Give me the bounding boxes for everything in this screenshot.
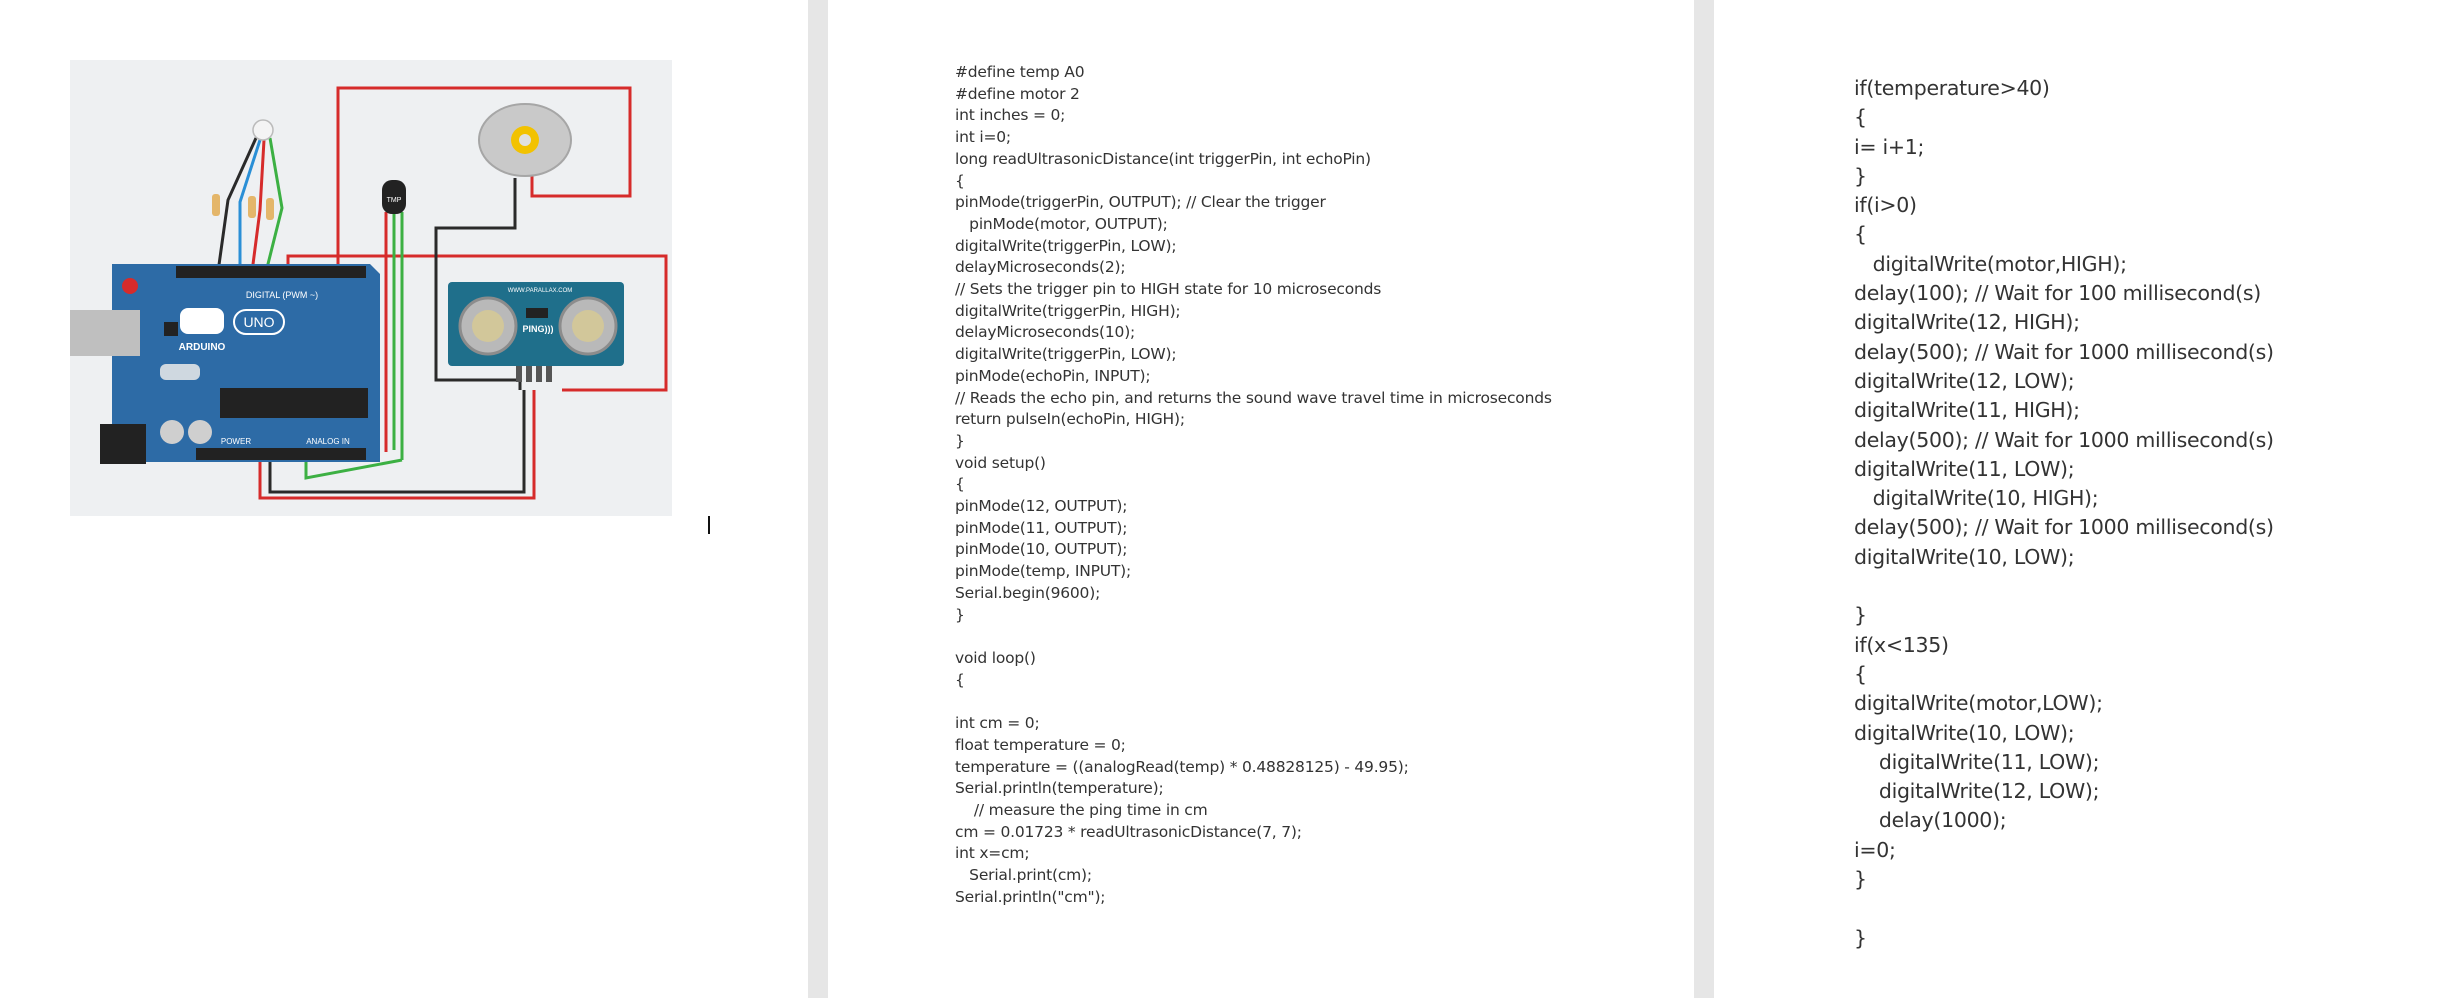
code-line: }: [1854, 603, 1867, 628]
code-line: pinMode(10, OUTPUT);: [955, 540, 1128, 559]
code-line: #define motor 2: [955, 84, 1080, 103]
code-line: return pulseIn(echoPin, HIGH);: [955, 410, 1185, 429]
code-line: digitalWrite(triggerPin, LOW);: [955, 236, 1177, 255]
code-line: delay(1000);: [1854, 808, 2007, 833]
code-line: [1854, 572, 2274, 601]
code-line: {: [955, 475, 965, 494]
code-line: digitalWrite(10, LOW);: [1854, 720, 2075, 745]
code-line: }: [955, 605, 965, 624]
code-line: // Sets the trigger pin to HIGH state for 10 microseconds: [955, 280, 1382, 299]
code-line: int x=cm;: [955, 844, 1030, 863]
code-line: digitalWrite(12, LOW);: [1854, 368, 2075, 393]
code-line: int inches = 0;: [955, 106, 1066, 125]
resistor-1: [212, 194, 220, 216]
code-line: Serial.println(temperature);: [955, 779, 1164, 798]
dc-motor: [479, 104, 571, 176]
code-line: [955, 691, 1552, 713]
code-line: digitalWrite(triggerPin, LOW);: [955, 345, 1177, 364]
usb-connector: [70, 310, 140, 356]
code-line: pinMode(triggerPin, OUTPUT); // Clear the trigger: [955, 193, 1326, 212]
code-line: digitalWrite(10, LOW);: [1854, 544, 2075, 569]
code-line: }: [1854, 163, 1867, 188]
code-line: digitalWrite(11, HIGH);: [1854, 398, 2080, 423]
code-line: if(temperature>40): [1854, 76, 2050, 100]
code-block: [955, 62, 1552, 908]
code-line: long readUltrasonicDistance(int triggerPin, int echoPin): [955, 149, 1371, 168]
code-line: }: [1854, 925, 1867, 950]
reset-button: [122, 278, 138, 294]
power-label: POWER: [220, 437, 252, 446]
code-line: pinMode(12, OUTPUT);: [955, 497, 1128, 516]
code-line: #define temp A0: [955, 63, 1085, 81]
code-line: void setup(): [955, 453, 1046, 472]
analog-label: ANALOG IN: [306, 437, 350, 446]
code-line: void loop(): [955, 648, 1036, 667]
microcontroller-chip: [220, 388, 368, 418]
code-line: int i=0;: [955, 128, 1011, 147]
digital-header: [176, 266, 366, 278]
code-line: {: [955, 670, 965, 689]
code-line: delay(500); // Wait for 1000 millisecond(s): [1854, 515, 2274, 540]
text-cursor: [708, 516, 710, 534]
code-line: [1854, 894, 2274, 923]
resistor-3: [266, 198, 274, 220]
code-line: digitalWrite(triggerPin, HIGH);: [955, 301, 1181, 320]
code-line: pinMode(11, OUTPUT);: [955, 518, 1128, 537]
code-line: pinMode(temp, INPUT);: [955, 562, 1132, 581]
code-line: }: [1854, 867, 1867, 892]
code-line: {: [1854, 105, 1867, 130]
code-line: i= i+1;: [1854, 134, 1925, 159]
code-line: // measure the ping time in cm: [955, 800, 1208, 819]
arduino-board: [70, 264, 380, 464]
code-line: [955, 626, 1552, 648]
code-line: delay(100); // Wait for 100 millisecond(s): [1854, 281, 2261, 306]
code-line: if(x<135): [1854, 632, 1949, 657]
code-line: delay(500); // Wait for 1000 millisecond(s): [1854, 339, 2274, 364]
code-line: {: [955, 171, 965, 190]
code-line: Serial.println("cm");: [955, 887, 1106, 906]
code-line: if(i>0): [1854, 193, 1917, 218]
code-line: digitalWrite(10, HIGH);: [1854, 486, 2099, 511]
code-line: Serial.print(cm);: [955, 866, 1092, 885]
sensor-label: PING))): [522, 324, 554, 334]
code-line: digitalWrite(11, LOW);: [1854, 749, 2100, 774]
code-line: temperature = ((analogRead(temp) * 0.48828125) - 49.95);: [955, 757, 1409, 776]
board-brand: ARDUINO: [178, 342, 226, 353]
power-analog-header: [196, 448, 366, 460]
code-line: digitalWrite(12, HIGH);: [1854, 310, 2080, 335]
code-line: Serial.begin(9600);: [955, 583, 1101, 602]
document-page-1: [0, 0, 808, 998]
rgb-led: [253, 120, 273, 140]
resistor-2: [248, 196, 256, 218]
code-line: float temperature = 0;: [955, 735, 1126, 754]
temp-sensor-label: TMP: [386, 197, 402, 204]
code-line: digitalWrite(motor,HIGH);: [1854, 251, 2127, 276]
document-page-3: [1714, 0, 2445, 998]
code-line: pinMode(echoPin, INPUT);: [955, 366, 1151, 385]
document-page-2: [828, 0, 1694, 998]
code-line: {: [1854, 661, 1867, 686]
code-line: delayMicroseconds(2);: [955, 258, 1126, 277]
code-line: int cm = 0;: [955, 714, 1040, 733]
code-line: delay(500); // Wait for 1000 millisecond(s): [1854, 427, 2274, 452]
code-line: {: [1854, 222, 1867, 247]
code-line: digitalWrite(12, LOW);: [1854, 779, 2100, 804]
sensor-brand: WWW.PARALLAX.COM: [507, 288, 573, 294]
circuit-diagram-image: [70, 60, 672, 516]
code-line: cm = 0.01723 * readUltrasonicDistance(7, 7);: [955, 822, 1302, 841]
code-line: delayMicroseconds(10);: [955, 323, 1136, 342]
code-line: digitalWrite(11, LOW);: [1854, 456, 2075, 481]
code-block: [1854, 74, 2274, 953]
code-line: }: [955, 431, 965, 450]
digital-header-label: DIGITAL (PWM ~): [245, 290, 319, 300]
temperature-sensor: [382, 180, 406, 214]
power-jack: [100, 424, 146, 464]
board-label: UNO: [243, 314, 275, 330]
code-line: digitalWrite(motor,LOW);: [1854, 691, 2103, 716]
code-line: pinMode(motor, OUTPUT);: [955, 214, 1168, 233]
code-line: i=0;: [1854, 837, 1896, 862]
arduino-logo: [180, 308, 224, 334]
code-line: // Reads the echo pin, and returns the sound wave travel time in microseconds: [955, 388, 1552, 407]
